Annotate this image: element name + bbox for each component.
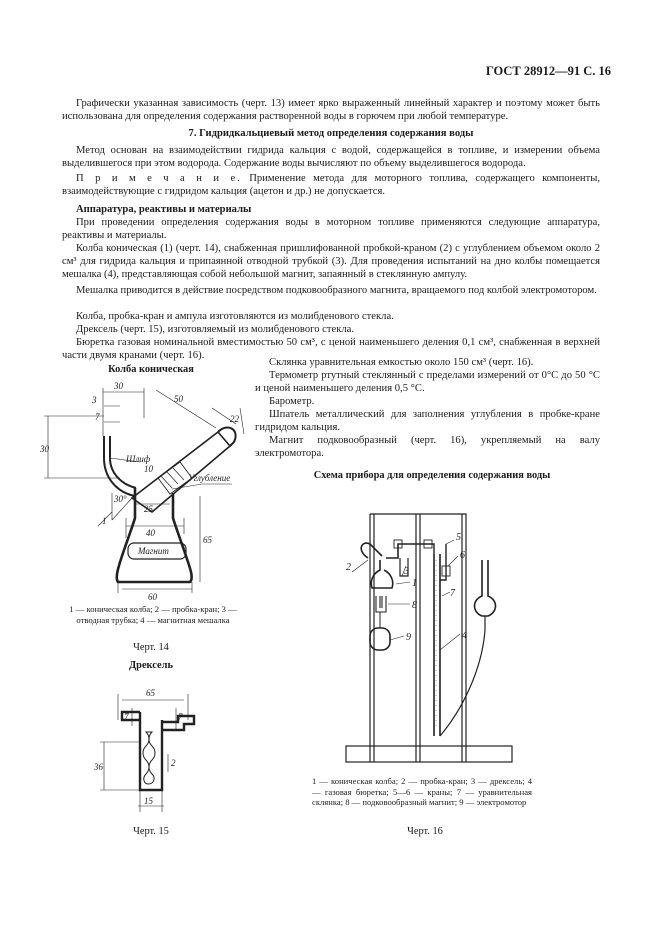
paragraph-barometer: Барометр. (269, 396, 315, 407)
paragraph-flask: Колба коническая (1) (черт. 14), снабженная пришлифованной пробкой-краном (2) с углублением объемом около 2 см³ для гидрида кальция и припаянной отводной трубкой (3). Для проведения испытаний на дно колбы помещается мешалка (4), представляющая собой небольшой магнит, запаянный в стеклянную ампулу. (62, 243, 600, 281)
fig14-dim-60: 60 (148, 592, 157, 602)
section-title: 7. Гидридкальциевый метод определения содержания воды (188, 128, 474, 139)
fig15-dim-36: 36 (94, 762, 103, 772)
fig14-label-shlif: Шлиф (126, 454, 151, 464)
paragraph-thermometer: Термометр ртутный стеклянный с пределами измерений от 0°С до 50 °С и ценой наименьшего деления 0,5 °С. (255, 370, 600, 395)
note-text: Применение метода для моторного топлива, содержащего компоненты, взаимодействующие с гидридом кальция (ацетон и др.) не допускается. (62, 173, 600, 198)
fig14-dim-40: 40 (146, 528, 155, 538)
paragraph-materials: Колба, пробка-кран и ампула изготовляются из молибденового стекла. (76, 311, 394, 322)
paragraph-intro: Графически указанная зависимость (черт. 13) имеет ярко выраженный линейный характер и поэтому может быть использована для определения содержания растворенной воды в горючем при любой температуре. (62, 98, 600, 123)
fig15-dim-7-left: 7 (124, 712, 129, 722)
paragraph-spatula: Шпатель металлический для заполнения углубления в пробке-кране гидридом кальция. (255, 409, 600, 434)
fig15-name: Черт. 15 (133, 826, 169, 837)
note-label: П р и м е ч а н и е. (76, 173, 242, 184)
fig16-num-4: 4 (462, 630, 467, 641)
fig16-apparatus-drawing (342, 500, 522, 770)
fig14-caption: 1 — коническая колба; 2 — пробка-кран; 3 — отводная трубка; 4 — магнитная мешалка (69, 604, 237, 625)
fig14-dim-65: 65 (203, 535, 212, 545)
fig14-dim-30deg: 30° (114, 494, 127, 504)
fig16-caption: 1 — коническая колба; 2 — пробка-кран; 3 — дрексель; 4 — газовая бюретка; 5—6 — краны; 7 — уравнительная склянка; 8 — подковообразный магнит; 9 — электромотор (312, 776, 532, 807)
paragraph-stirrer: Мешалка приводится в действие посредством подковообразного магнита, вращаемого под колбой электромотором. (76, 285, 597, 296)
fig14-label-uglublenie: Углубление (188, 473, 231, 483)
fig14-name: Черт. 14 (133, 642, 169, 653)
paragraph-burette: Бюретка газовая номинальной вместимостью 50 см³, с ценой наименьшего деления 0,1 см³, снабженная в верхней части двумя кранами (черт. 16). (62, 337, 600, 362)
fig14-dim-1: 1 (102, 516, 107, 526)
fig16-num-9: 9 (406, 632, 411, 643)
fig14-dim-3: 3 (92, 395, 97, 405)
fig14-dim-30-top: 30 (114, 381, 123, 391)
fig14-dim-25: 25 (144, 504, 153, 514)
note-paragraph (62, 172, 600, 198)
fig16-num-8: 8 (412, 600, 417, 611)
fig16-num-7: 7 (450, 588, 455, 599)
fig16-num-1: 1 (412, 578, 417, 589)
fig14-title: Колба коническая (108, 364, 194, 375)
fig16-name: Черт. 16 (407, 826, 443, 837)
fig14-dim-30-left: 30 (40, 444, 49, 454)
fig14-dim-22: 22 (230, 414, 239, 424)
fig14-label-magnit: Магнит (138, 546, 169, 556)
subsection-title: Аппаратура, реактивы и материалы (76, 204, 252, 215)
fig14-flask-drawing (40, 378, 250, 604)
fig14-dim-10: 10 (144, 464, 153, 474)
page-header: ГОСТ 28912—91 С. 16 (485, 64, 611, 78)
fig15-dim-2: 2 (171, 758, 176, 768)
fig15-dim-65: 65 (146, 688, 155, 698)
paragraph-drexel: Дрексель (черт. 15), изготовляемый из молибденового стекла. (76, 324, 354, 335)
paragraph-magnet: Магнит подковообразный (черт. 16), укрепляемый на валу электромотора. (255, 435, 600, 460)
fig15-title: Дрексель (129, 660, 173, 671)
fig14-dim-50: 50 (174, 394, 183, 404)
paragraph-method: Метод основан на взаимодействии гидрида кальция с водой, содержащейся в топливе, и измерении объема выделившегося при этом водорода. Содержание воды вычисляют по объему выделившегося водорода. (62, 145, 600, 170)
fig16-num-2: 2 (346, 562, 351, 573)
fig16-num-3: 3 (404, 566, 409, 577)
fig16-num-5: 5 (456, 532, 461, 543)
fig15-dim-7-right: 7 (178, 712, 183, 722)
paragraph-apparatus: При проведении определения содержания воды в моторном топливе применяются следующие аппаратура, реактивы и материалы. (62, 217, 600, 242)
paragraph-vessel: Склянка уравнительная емкостью около 150 см³ (черт. 16). (269, 357, 534, 368)
fig16-num-6: 6 (460, 550, 465, 561)
fig15-dim-15: 15 (144, 796, 153, 806)
fig14-dim-7: 7 (95, 412, 100, 422)
fig16-title: Схема прибора для определения содержания воды (313, 470, 551, 481)
fig15-drexel-drawing (92, 680, 222, 820)
